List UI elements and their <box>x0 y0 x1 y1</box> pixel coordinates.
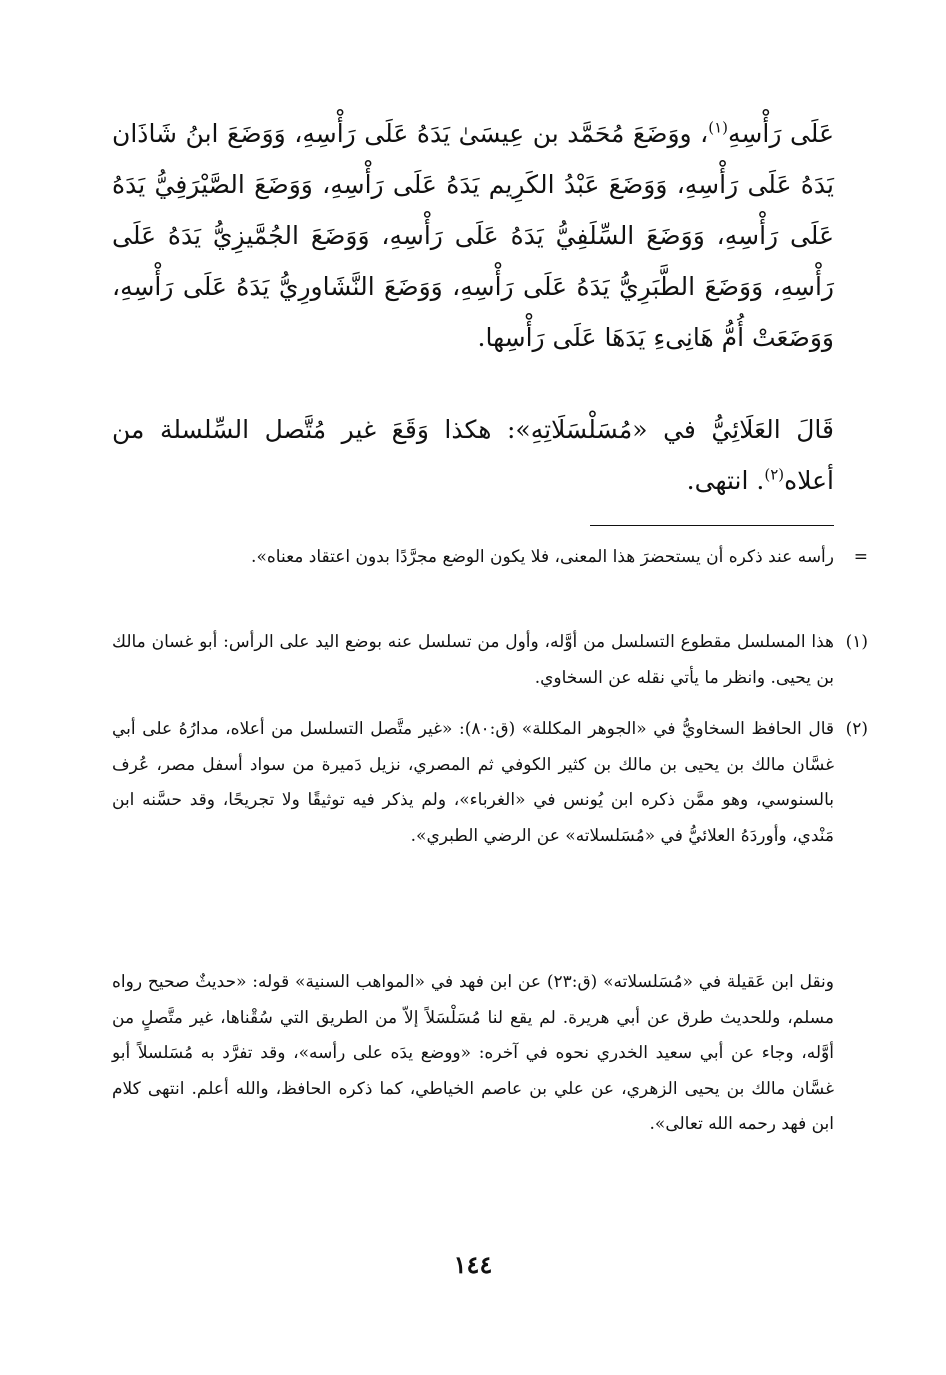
continuation-marker: = <box>853 547 868 567</box>
footnote-continuation <box>112 540 868 576</box>
footnote-number-2: (٢) <box>845 719 868 739</box>
footnote-continuation-text: رأسه عند ذكره أن يستحضرَ هذا المعنى، فلا يكون الوضع مجرَّدًا بدون اعتقاد معناه». <box>251 547 834 567</box>
main-paragraph-1 <box>112 108 834 363</box>
footnote-2-continued <box>112 965 834 1143</box>
paragraph-text-continued: ، ووَضَعَ مُحَمَّد بن عِيسَىٰ يَدَهُ عَلَى رَأْسِهِ، وَوَضَعَ ابنُ شَاذَان يَدَهُ عَلَى رَأْسِهِ، وَوَضَعَ عَبْدُ الكَرِيم يَدَهُ عَلَى رَأْسِهِ، وَوَضَعَ الصَّيْرَفِيُّ يَدَهُ عَلَى رَأْسِهِ، وَوَضَعَ السِّلَفِيُّ يَدَهُ عَلَى رَأْسِهِ، وَوَضَعَ الجُمَّيزِيُّ يَدَهُ عَلَى رَأْسِهِ، وَوَضَعَ الطَّبَرِيُّ يَدَهُ عَلَى رَأْسِهِ، وَوَضَعَ النَّشَاورِيُّ يَدَهُ عَلَى رَأْسِهِ، وَوَضَعَتْ أُمُّ هَانِىءِ يَدَهَا عَلَى رَأْسِها. <box>112 119 834 352</box>
paragraph-text: قَالَ العَلَائِيُّ في «مُسَلْسَلَاتِهِ»: هكذا وَقَعَ غير مُتَّصل السِّلسلة من أعلاه <box>112 415 834 495</box>
footnote-text-1: هذا المسلسل مقطوع التسلسل من أوَّله، وأول من تسلسل عنه بوضع اليد على الرأس: أبو غسان مالك بن يحيى. وانظر ما يأتي نقله عن السخاوي. <box>112 632 834 688</box>
footnote-reference-1[interactable]: (١) <box>708 118 729 137</box>
footnote-separator-line <box>590 525 834 526</box>
footnote-number-1: (١) <box>845 632 868 652</box>
footnote-2 <box>112 712 868 854</box>
footnote-text-2-extra: ونقل ابن عَقيلة في «مُسَلسلاته» (ق:٢٣) عن ابن فهد في «المواهب السنية» قوله: «حديثٌ صحيح رواه مسلم، وللحديث طرق عن أبي هريرة. لم يقع لنا مُسَلْسَلاً إلاّ من الطريق التي سُقْناها، غير متَّصلٍ من أوَّله، وجاء عن أبي سعيد الخدري نحوه في آخره: «ووضع يدَه على رأسه»، وقد تفرَّد به مُسَلسلاً أبو غسَّان مالك بن يحيى الزهري، عن علي بن عاصم الخياطي، كما ذكره الحافظ، والله أعلم. انتهى كلام ابن فهد رحمه الله تعالى». <box>112 972 835 1134</box>
main-paragraph-2 <box>112 404 834 506</box>
footnote-reference-2[interactable]: (٢) <box>764 465 785 484</box>
footnote-text-2: قال الحافظ السخاويُّ في «الجوهر المكللة» (ق:٨٠): «غير متَّصل التسلسل من أعلاه، مدارُهُ على أبي غسَّان مالك بن يحيى بن مالك بن كثير الكوفي ثم المصري، نزيل دَميرة من سواد أسفل مصر، عُرف بالسنوسي، وهو ممَّن ذكره ابن يُونس في «الغرباء»، ولم يذكر فيه توثيقًا ولا تجريحًا، وقد حسَّنه ابن مَنْدي، وأوردَهُ العلائيُّ في «مُسَلسلاته» عن الرضي الطبري». <box>112 719 835 846</box>
page-number: ١٤٤ <box>453 1250 493 1279</box>
paragraph-text-continued: . انتهى. <box>686 466 765 495</box>
paragraph-text: عَلَى رَأْسِهِ <box>728 119 834 148</box>
footnote-1 <box>112 625 868 696</box>
